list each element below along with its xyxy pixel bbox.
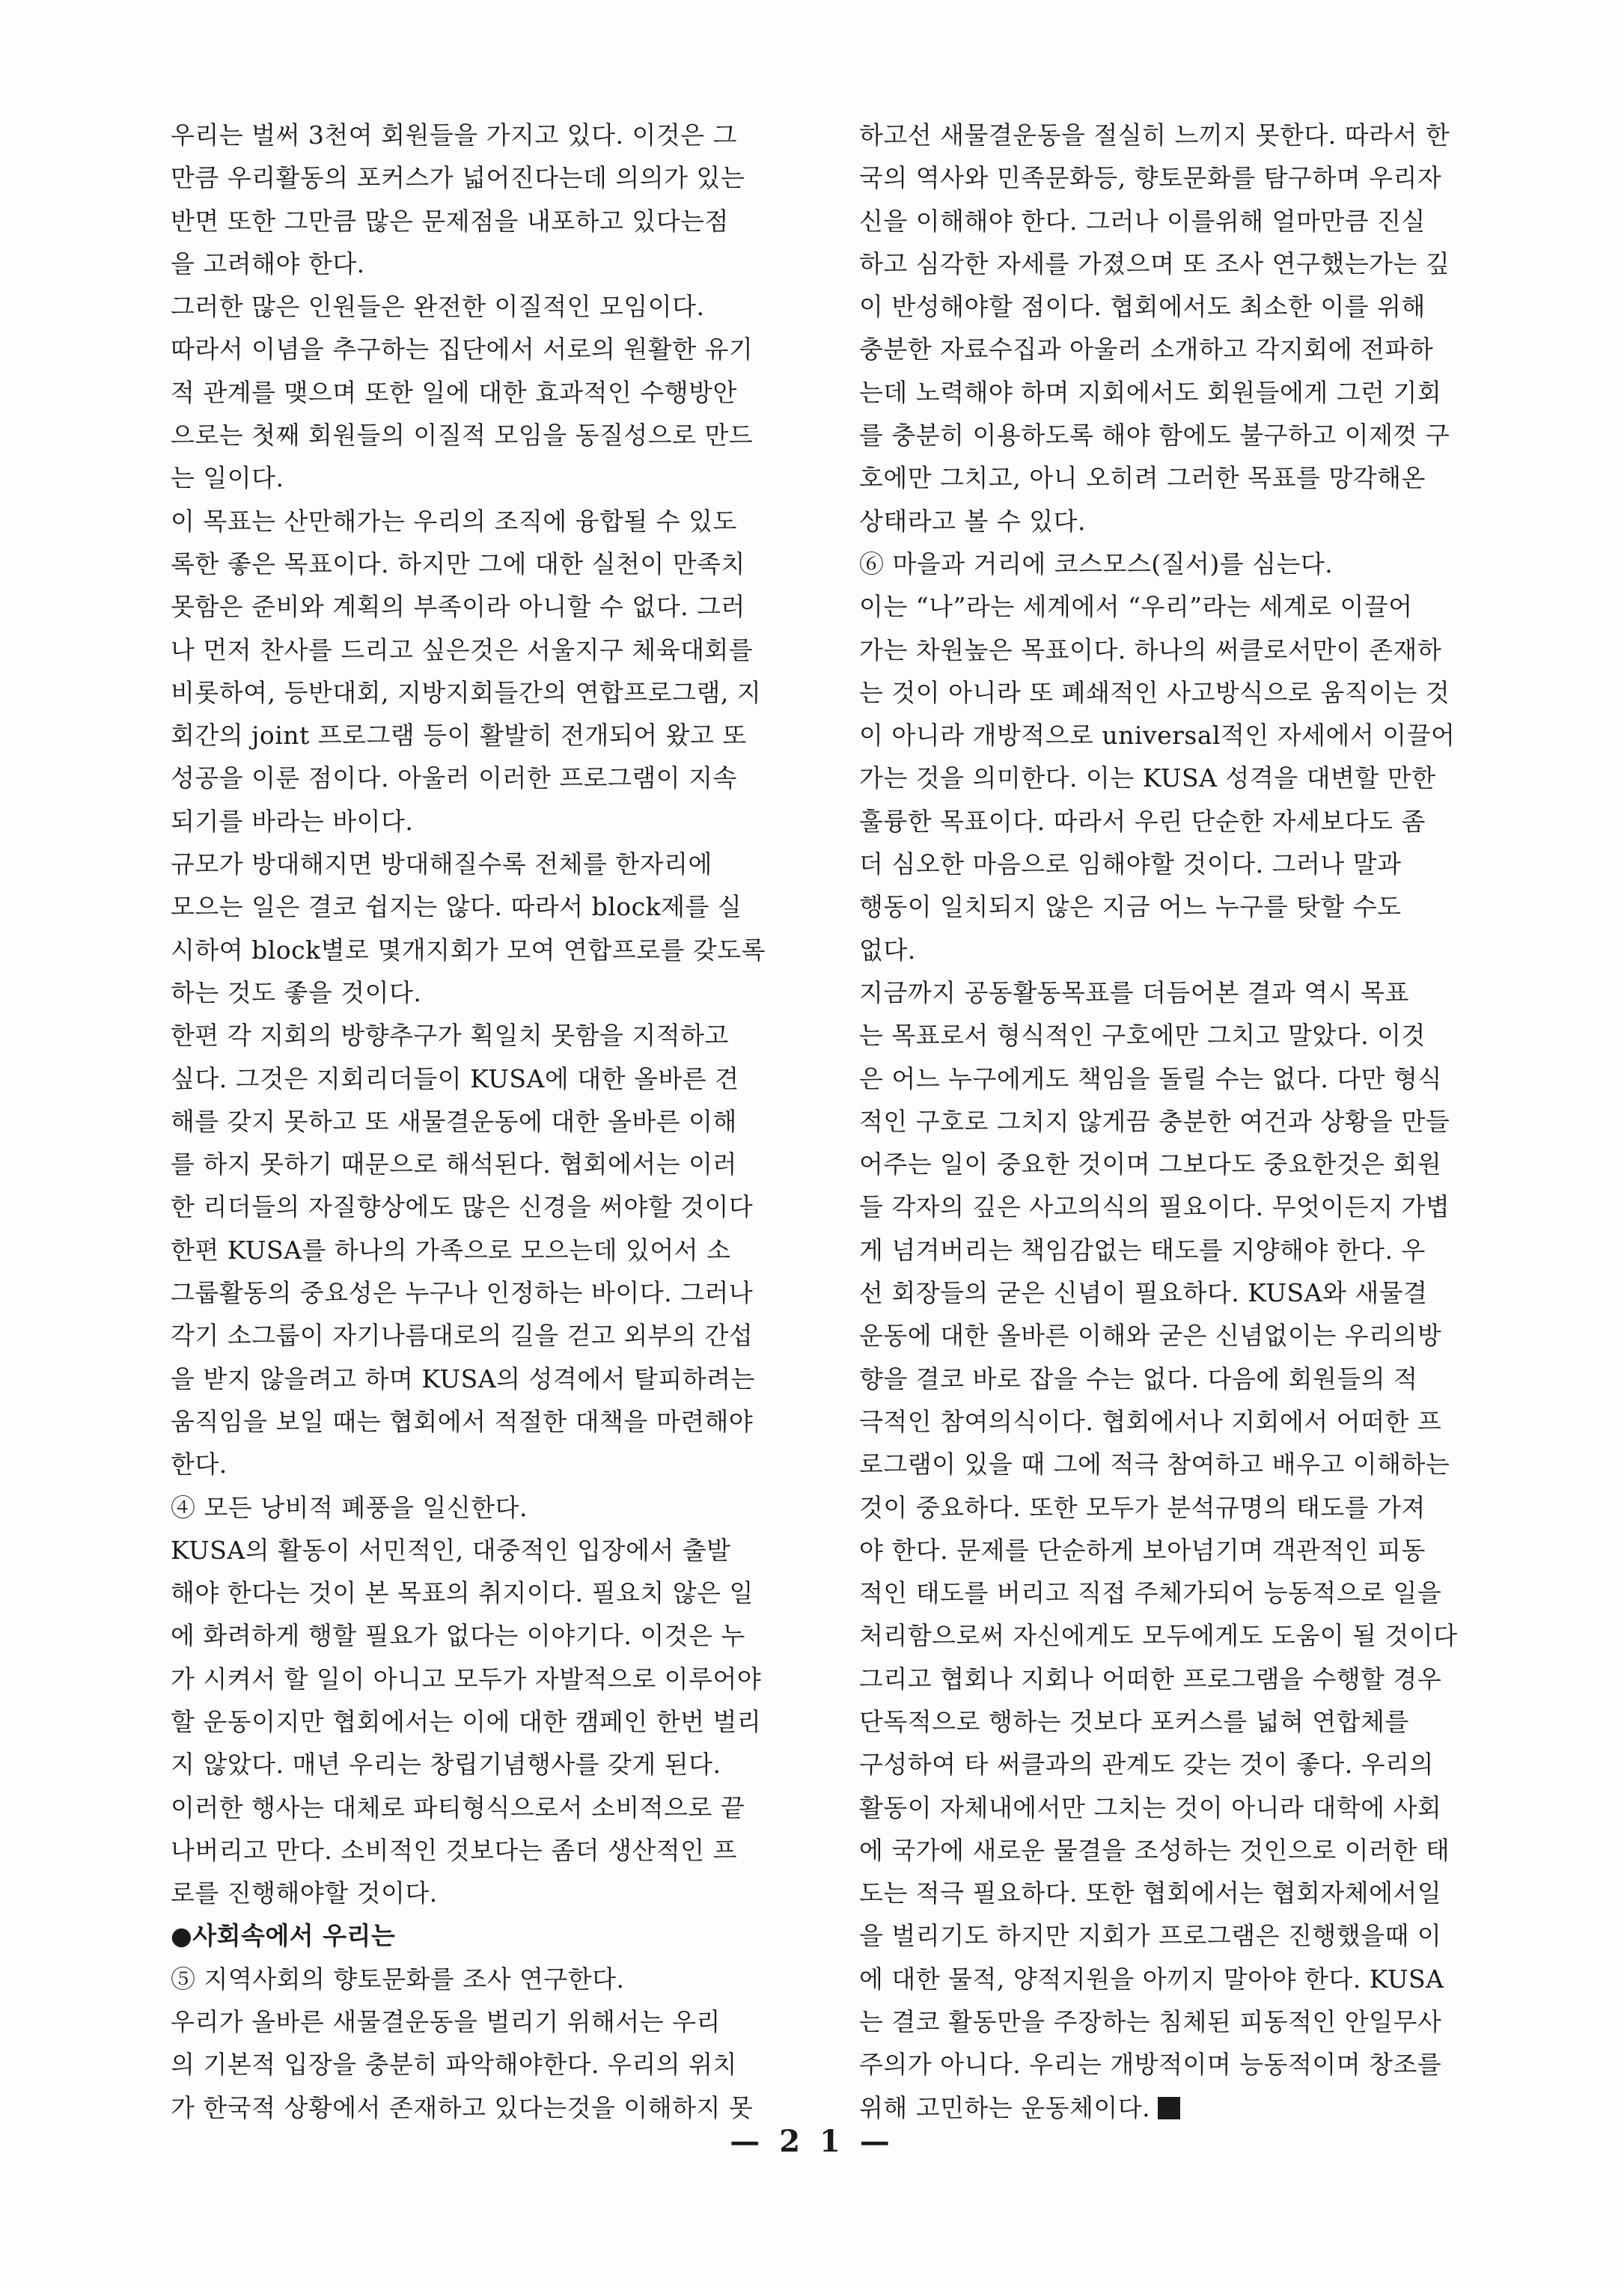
text-line [171,285,823,328]
text-line [859,285,1512,328]
text-line-content: 에 화려하게 행할 필요가 없다는 이야기다. 이것은 누 [171,1621,745,1651]
text-line-content: 하고선 새물결운동을 절실히 느끼지 못한다. 따라서 한 [859,120,1450,150]
text-line [171,1700,823,1743]
text-line-content: 의 기본적 입장을 충분히 파악해야한다. 우리의 위치 [171,2050,737,2080]
text-line-content: 하고 심각한 자세를 가졌으며 또 조사 연구했는가는 깊 [859,248,1450,278]
text-line [171,1443,823,1486]
text-line-content: 로그램이 있을 때 그에 적극 참여하고 배우고 이해하는 [859,1450,1450,1480]
text-line [859,1271,1512,1314]
text-line-content: 상태라고 볼 수 있다. [859,506,1086,536]
text-line [171,800,823,843]
text-line-content: 처리함으로써 자신에게도 모두에게도 도움이 될 것이다 [859,1621,1458,1651]
text-line [171,1529,823,1572]
text-line-content: 구성하여 타 써클과의 관계도 갖는 것이 좋다. 우리의 [859,1750,1434,1780]
text-line [859,1614,1512,1657]
text-line-content: 록한 좋은 목표이다. 하지만 그에 대한 실천이 만족치 [171,549,745,578]
text-line-content: 한편 각 지회의 방향추구가 획일치 못함을 지적하고 [171,1021,729,1051]
text-line [859,1743,1512,1786]
text-line [171,156,823,199]
text-line [171,585,823,628]
left-column [171,114,823,2129]
text-line-content: 는 일이다. [171,463,284,493]
text-line-content: ⑥ 마을과 거리에 코스모스(질서)를 심는다. [859,549,1334,578]
text-line [859,714,1512,757]
text-line [171,1486,823,1529]
text-line [859,371,1512,414]
text-line [171,1572,823,1614]
text-line-content: 가는 차원높은 목표이다. 하나의 써클로서만이 존재하 [859,635,1442,665]
text-line [171,843,823,885]
text-line [171,1658,823,1700]
text-line [171,1400,823,1443]
text-line-content: 우리는 벌써 3천여 회원들을 가지고 있다. 이것은 그 [171,120,737,150]
text-line [171,1271,823,1314]
right-column [859,114,1512,2129]
text-line-content: 나 먼저 찬사를 드리고 싶은것은 서울지구 체육대회를 [171,635,754,665]
text-line [171,500,823,543]
text-line-content: 에 대한 물적, 양적지원을 아끼지 말아야 한다. KUSA [859,1964,1444,1994]
text-line-content: 움직임을 보일 때는 협회에서 적절한 대책을 마련해야 [171,1406,754,1436]
text-line-content: 야 한다. 문제를 단순하게 보아넘기며 객관적인 피동 [859,1535,1426,1565]
text-line-content: 따라서 이념을 추구하는 집단에서 서로의 원활한 유기 [171,335,754,364]
text-line-content: 비롯하여, 등반대회, 지방지회들간의 연합프로그램, 지 [171,677,762,707]
text-line [171,1872,823,1914]
page-number: — 2 1 — [730,2124,894,2159]
text-line-content: 충분한 자료수집과 아울러 소개하고 각지회에 전파하 [859,335,1434,364]
text-line [859,800,1512,843]
text-line [859,2086,1512,2129]
text-line-content: 만큼 우리활동의 포커스가 넓어진다는데 의의가 있는 [171,163,745,193]
text-line [859,1486,1512,1529]
text-line [171,1829,823,1872]
text-line [859,114,1512,156]
text-line [171,1185,823,1228]
text-line-content: ⑤ 지역사회의 향토문화를 조사 연구한다. [171,1964,625,1994]
text-line-content: 주의가 아니다. 우리는 개방적이며 능동적이며 창조를 [859,2050,1442,2080]
text-line-content: 이 아니라 개방적으로 universal적인 자세에서 이끌어 [859,721,1456,751]
text-line [171,1143,823,1185]
text-line-content: KUSA의 활동이 서민적인, 대중적인 입장에서 출발 [171,1535,731,1565]
text-line-content: 적인 태도를 버리고 직접 주체가되어 능동적으로 일을 [859,1578,1442,1608]
text-line-content: 어주는 일이 중요한 것이며 그보다도 중요한것은 회원 [859,1149,1442,1179]
text-line [171,1358,823,1400]
text-line [859,1400,1512,1443]
text-line [171,971,823,1014]
text-line [859,1572,1512,1614]
text-line-content: 한 리더들의 자질향상에도 많은 신경을 써야할 것이다 [171,1192,754,1222]
text-line [171,885,823,928]
text-line-content: 이 목표는 산만해가는 우리의 조직에 융합될 수 있도 [171,506,737,536]
text-line-content: ●사회속에서 우리는 [171,1921,396,1951]
text-line [859,414,1512,457]
text-line [171,2000,823,2043]
text-line [171,543,823,585]
text-line-content: ④ 모든 낭비적 폐풍을 일신한다. [171,1492,528,1522]
text-line-content: 운동에 대한 올바른 이해와 굳은 신념없이는 우리의방 [859,1321,1442,1351]
text-line [859,200,1512,242]
text-line-content: 그러한 많은 인원들은 완전한 이질적인 모임이다. [171,292,705,322]
text-line [859,1185,1512,1228]
text-line [171,757,823,799]
text-line-content: 못함은 준비와 계획의 부족이라 아니할 수 없다. 그러 [171,592,745,622]
text-line [859,328,1512,370]
text-line [171,2086,823,2129]
text-line [859,1057,1512,1100]
text-line-content: 활동이 자체내에서만 그치는 것이 아니라 대학에 사회 [859,1792,1442,1822]
text-line-content: 가 시켜서 할 일이 아니고 모두가 자발적으로 이루어야 [171,1664,762,1694]
text-line [859,1529,1512,1572]
text-line [171,629,823,671]
text-line-content: 위해 고민하는 운동체이다. [859,2092,1151,2122]
text-line-content: 로를 진행해야할 것이다. [171,1878,438,1908]
text-line [859,2043,1512,2086]
text-line-content: 훌륭한 목표이다. 따라서 우린 단순한 자세보다도 좀 [859,806,1426,836]
text-line [859,1872,1512,1914]
text-line-content: 것이 중요하다. 또한 모두가 분석규명의 태도를 가져 [859,1492,1426,1522]
text-line [171,1229,823,1271]
text-line [859,1658,1512,1700]
text-line-content: 행동이 일치되지 않은 지금 어느 누구를 탓할 수도 [859,892,1402,922]
text-line-content: 한편 KUSA를 하나의 가족으로 모으는데 있어서 소 [171,1235,731,1265]
text-line [859,2000,1512,2043]
text-line-content: 적인 구호로 그치지 않게끔 충분한 여건과 상황을 만들 [859,1106,1450,1136]
text-line-content: 선 회장들의 굳은 신념이 필요하다. KUSA와 새물결 [859,1278,1428,1308]
text-line-content: 국의 역사와 민족문화등, 향토문화를 탐구하며 우리자 [859,163,1442,193]
text-line [859,1014,1512,1057]
text-line [859,1958,1512,2000]
text-line-content: 이 반성해야할 점이다. 협회에서도 최소한 이를 위해 [859,292,1426,322]
text-line [171,200,823,242]
text-line-content: 한다. [171,1450,228,1480]
text-line-content: 향을 결코 바로 잡을 수는 없다. 다음에 회원들의 적 [859,1364,1418,1393]
text-line [859,1914,1512,1957]
text-line-content: 으로는 첫째 회원들의 이질적 모임을 동질성으로 만드 [171,421,754,451]
text-line-content: 을 받지 않을려고 하며 KUSA의 성격에서 탈피하려는 [171,1364,755,1393]
text-line-content: 우리가 올바른 새물결운동을 벌리기 위해서는 우리 [171,2007,721,2037]
text-line-content: 신을 이해해야 한다. 그러나 이를위해 얼마만큼 진실 [859,206,1426,236]
text-line [171,1100,823,1143]
text-line [171,671,823,714]
text-line-content: 들 각자의 깊은 사고의식의 필요이다. 무엇이든지 가볍 [859,1192,1450,1222]
text-line-content: 극적인 참여의식이다. 협회에서나 지회에서 어떠한 프 [859,1406,1442,1436]
text-line [859,585,1512,628]
text-line-content: 이는 “나”라는 세계에서 “우리”라는 세계로 이끌어 [859,592,1413,622]
text-line-content: 이러한 행사는 대체로 파티형식으로서 소비적으로 끝 [171,1792,745,1822]
text-line [859,671,1512,714]
text-line-content: 호에만 그치고, 아니 오히려 그러한 목표를 망각해온 [859,463,1426,493]
text-line-content: 성공을 이룬 점이다. 아울러 이러한 프로그램이 지속 [171,763,737,793]
text-line-content: 해를 갖지 못하고 또 새물결운동에 대한 올바른 이해 [171,1106,737,1136]
text-line [171,414,823,457]
text-line [859,1358,1512,1400]
text-line [859,757,1512,799]
text-line-content: 적 관계를 맺으며 또한 일에 대한 효과적인 수행방안 [171,377,737,407]
text-line-content: 해야 한다는 것이 본 목표의 취지이다. 필요치 않은 일 [171,1578,754,1608]
text-line-content: 하는 것도 좋을 것이다. [171,977,422,1007]
text-line [171,1057,823,1100]
text-line [171,929,823,971]
text-line [171,1786,823,1829]
text-line-content: 더 심오한 마음으로 임해야할 것이다. 그러나 말과 [859,849,1402,879]
text-line-content: 되기를 바라는 바이다. [171,806,414,836]
text-line-content: 을 벌리기도 하지만 지회가 프로그램은 진행했을때 이 [859,1921,1442,1951]
text-line-content: 은 어느 누구에게도 책임을 돌릴 수는 없다. 다만 형식 [859,1063,1442,1093]
text-line [859,1443,1512,1486]
text-line [171,1014,823,1057]
text-line-content: 시하여 block별로 몇개지회가 모여 연합프로를 갖도록 [171,935,766,965]
text-line-content: 를 충분히 이용하도록 해야 함에도 불구하고 이제껏 구 [859,421,1450,451]
text-line-content: 가는 것을 의미한다. 이는 KUSA 성격을 대변할 만한 [859,763,1436,793]
text-line [171,1914,823,1957]
text-line-content: 도는 적극 필요하다. 또한 협회에서는 협회자체에서일 [859,1878,1442,1908]
text-line [171,714,823,757]
text-line-content: 지금까지 공동활동목표를 더듬어본 결과 역시 목표 [859,977,1409,1007]
text-line [859,457,1512,499]
text-line [859,500,1512,543]
text-line [171,242,823,285]
text-line-content: 싶다. 그것은 지회리더들이 KUSA에 대한 올바른 견 [171,1063,739,1093]
text-line-content: 모으는 일은 결코 쉽지는 않다. 따라서 block제를 실 [171,892,742,922]
text-line-content: 가 한국적 상황에서 존재하고 있다는것을 이해하지 못 [171,2092,754,2122]
text-line [859,1786,1512,1829]
text-line [859,1143,1512,1185]
text-line [171,457,823,499]
text-line-content: 할 운동이지만 협회에서는 이에 대한 캠페인 한번 벌리 [171,1706,762,1736]
text-line [171,1614,823,1657]
text-line-content: 각기 소그룹이 자기나름대로의 길을 걷고 외부의 간섭 [171,1321,754,1351]
text-line-content: 을 고려해야 한다. [171,248,365,278]
text-line-content: 는 결코 활동만을 주장하는 침체된 피동적인 안일무사 [859,2007,1442,2037]
text-line-content: 회간의 joint 프로그램 등이 활발히 전개되어 왔고 또 [171,721,747,751]
text-line-content: 는데 노력해야 하며 지회에서도 회원들에게 그런 기회 [859,377,1442,407]
text-line [171,2043,823,2086]
text-line-content: 에 국가에 새로운 물결을 조성하는 것인으로 이러한 태 [859,1835,1450,1865]
text-line-content: 나버리고 만다. 소비적인 것보다는 좀더 생산적인 프 [171,1835,737,1865]
text-line [171,1958,823,2000]
text-line [859,629,1512,671]
text-line [859,242,1512,285]
text-line [171,328,823,370]
text-line-content: 규모가 방대해지면 방대해질수록 전체를 한자리에 [171,849,712,879]
text-line [171,114,823,156]
text-line [859,929,1512,971]
text-line [859,1100,1512,1143]
text-line-content: 반면 또한 그만큼 많은 문제점을 내포하고 있다는점 [171,206,729,236]
text-line-content: 그룹활동의 중요성은 누구나 인정하는 바이다. 그러나 [171,1278,754,1308]
text-line [859,1700,1512,1743]
text-line [171,371,823,414]
text-line-content: 를 하지 못하기 때문으로 해석된다. 협회에서는 이러 [171,1149,737,1179]
text-line-content: 없다. [859,935,916,965]
text-line [171,1314,823,1357]
text-line [859,1229,1512,1271]
text-line [859,843,1512,885]
text-line [171,1743,823,1786]
text-line [859,1314,1512,1357]
text-line-content: 단독적으로 행하는 것보다 포커스를 넓혀 연합체를 [859,1706,1409,1736]
text-line [859,543,1512,585]
text-line [859,156,1512,199]
text-line [859,885,1512,928]
text-line-content: 는 것이 아니라 또 폐쇄적인 사고방식으로 움직이는 것 [859,677,1450,707]
end-mark-icon [1158,2097,1180,2119]
text-line-content: 는 목표로서 형식적인 구호에만 그치고 말았다. 이것 [859,1021,1426,1051]
text-line-content: 게 넘겨버리는 책임감없는 태도를 지양해야 한다. 우 [859,1235,1426,1265]
text-line [859,1829,1512,1872]
text-line [859,971,1512,1014]
text-line-content: 그리고 협회나 지회나 어떠한 프로그램을 수행할 경우 [859,1664,1442,1694]
text-line-content: 지 않았다. 매년 우리는 창립기념행사를 갖게 된다. [171,1750,721,1780]
